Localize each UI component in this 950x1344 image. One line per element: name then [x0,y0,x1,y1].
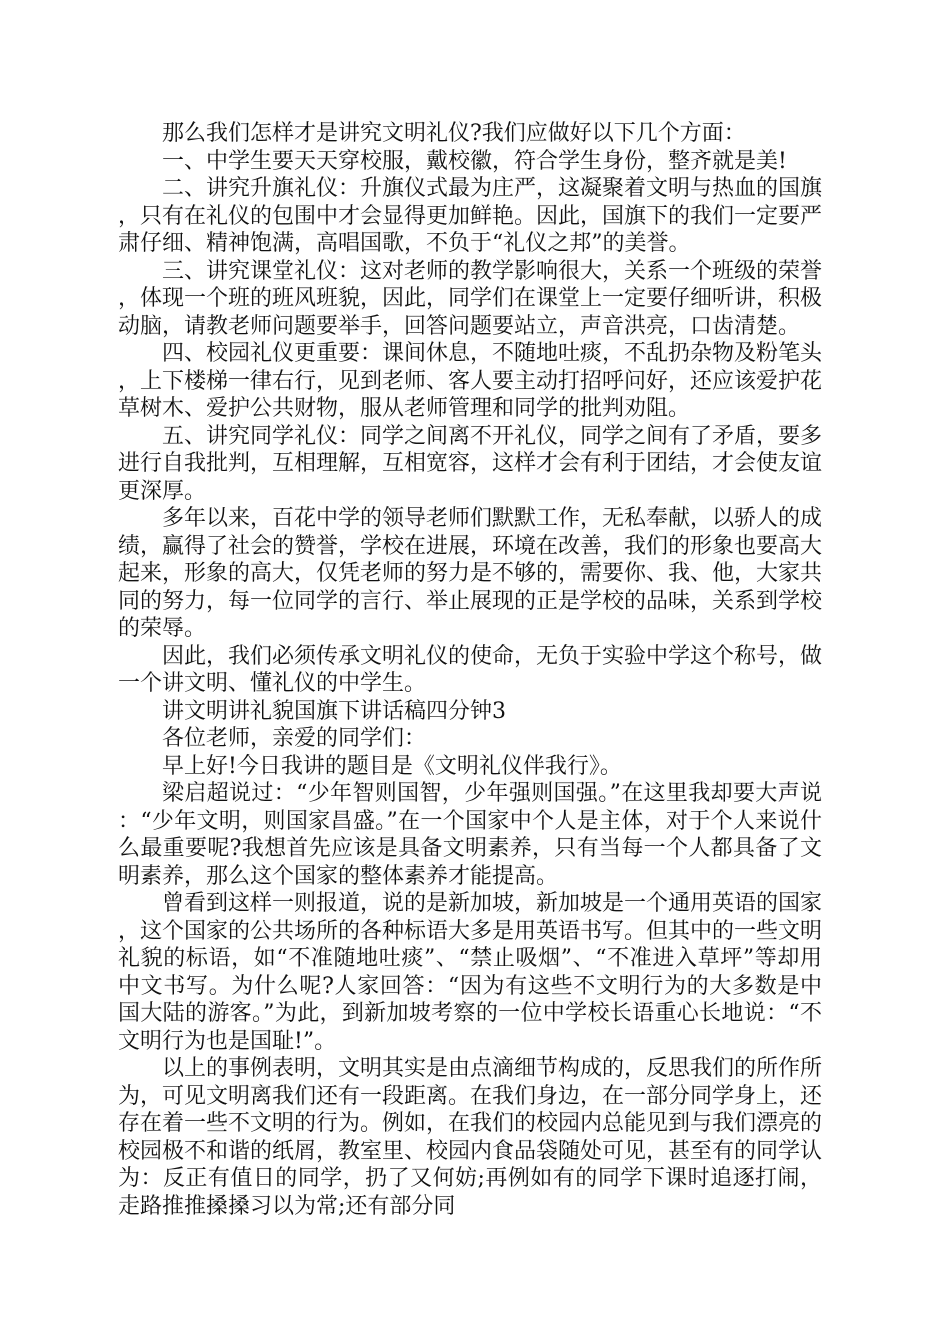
speech-greeting: 各位老师，亲爱的同学们： [162,726,427,751]
paragraph-point-two-flag-raising: 二、讲究升旗礼仪：升旗仪式最为庄严，这凝聚着文明与热血的国旗，只有在礼仪的包围中才会显得更加鲜艳。因此，国旗下的我们一定要严肃仔细、精神饱满，高唱国歌，不负于“礼仪之邦”的美誉。 [118,176,823,256]
paragraph-point-five-classmates: 五、讲究同学礼仪：同学之间离不开礼仪，同学之间有了矛盾，要多进行自我批判，互相理解，互相宽容，这样才会有利于团结，才会使友谊更深厚。 [118,423,823,504]
paragraph-intro-question: 那么我们怎样才是讲究文明礼仪?我们应做好以下几个方面： [162,121,746,146]
paragraph-liang-qichao-quote: 梁启超说过：“少年智则国智，少年强则国强。”在这里我却要大声说：“少年文明，则国家昌盛。”在一个国家中个人是主体，对于个人来说什么最重要呢?我想首先应该是具备文明素养，只有当每一个人都具备了文明素养，那么这个国家的整体素养才能提高。 [118,781,822,889]
paragraph-school-reputation: 多年以来，百花中学的领导老师们默默工作，无私奉献，以骄人的成绩，赢得了社会的赞誉，学校在进展，环境在改善，我们的形象也要高大起来，形象的高大，仅凭老师的努力是不够的，需要你、我、他，大家共同的努力，每一位同学的言行、举止展现的正是学校的品味，关系到学校的荣辱。 [118,506,823,641]
speech-topic: 早上好!今日我讲的题目是《文明礼仪伴我行》。 [162,753,622,779]
paragraph-point-three-classroom: 三、讲究课堂礼仪：这对老师的教学影响很大，关系一个班级的荣誉，体现一个班的班风班貌，因此，同学们在课堂上一定要仔细听讲，积极动脑，请教老师问题要举手，回答问题要站立，声音洪亮，口齿清楚。 [118,258,823,339]
paragraph-examples-reflection: 以上的事例表明，文明其实是由点滴细节构成的，反思我们的所作所为，可见文明离我们还有一段距离。在我们身边，在一部分同学身上，还存在着一些不文明的行为。例如，在我们的校园内总能见到与我们漂亮的校园极不和谐的纸屑，教室里、校园内食品袋随处可见，甚至有的同学认为：反正有值日的同学，扔了又何妨;再例如有的同学下课时追逐打闹，走路推推搡搡习以为常;还有部分同 [118,1056,823,1219]
paragraph-point-four-campus: 四、校园礼仪更重要：课间休息，不随地吐痰，不乱扔杂物及粉笔头，上下楼梯一律右行，见到老师、客人要主动打招呼问好，还应该爱护花草树木、爱护公共财物，服从老师管理和同学的批判劝阻。 [118,341,823,421]
paragraph-singapore-report: 曾看到这样一则报道，说的是新加坡，新加坡是一个通用英语的国家，这个国家的公共场所的各种标语大多是用英语书写。但其中的一些文明礼貌的标语，如“不准随地吐痰”、“禁止吸烟”、“不准进入草坪”等却用中文书写。为什么呢?人家回答：“因为有这些不文明行为的大多数是中国大陆的游客。”为此，到新加坡考察的一位中学校长语重心长地说：“不文明行为也是国耻!”。 [118,891,823,1054]
document-page [118,120,822,1220]
paragraph-point-one-uniform: 一、中学生要天天穿校服，戴校徽，符合学生身份，整齐就是美! [162,148,787,174]
paragraph-conclusion: 因此，我们必须传承文明礼仪的使命，无负于实验中学这个称号，做一个讲文明、懂礼仪的中学生。 [118,643,823,696]
speech-title: 讲文明讲礼貌国旗下讲话稿四分钟3 [162,698,506,724]
